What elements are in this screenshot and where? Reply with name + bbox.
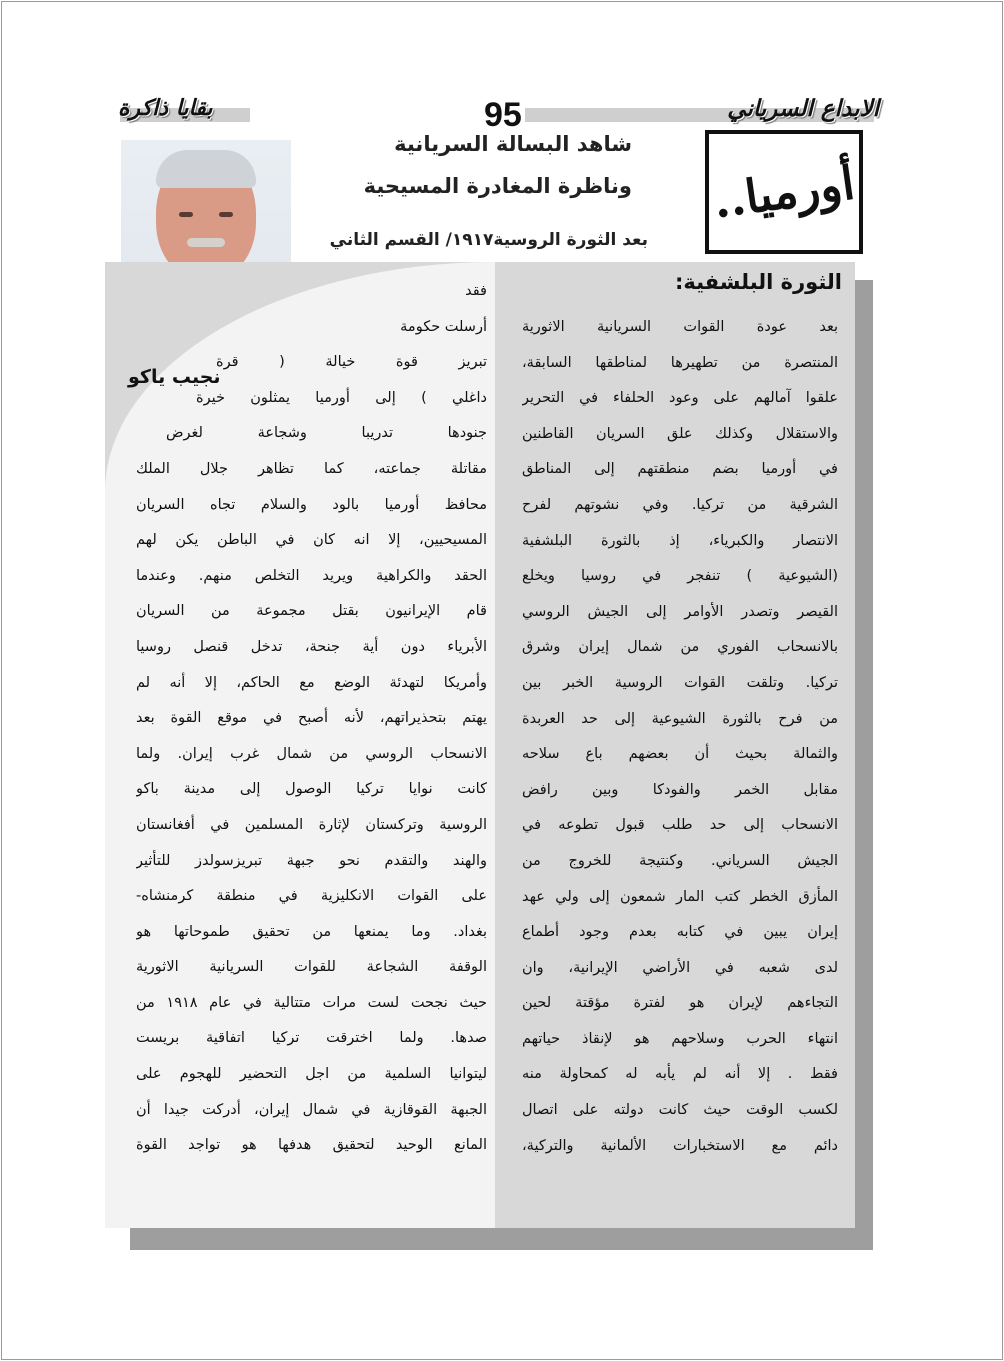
- article-line: فقط . إلا أنه لم يأبه له كمحاولة منه: [522, 1066, 838, 1083]
- photo-eye-left: [179, 212, 193, 217]
- article-line: بعد عودة القوات السريانية الاثورية: [522, 319, 838, 335]
- article-line: الانسحاب إلى حد طلب قبول تطوعه في: [522, 817, 838, 834]
- article-line: علقوا آمالهم على وعود الحلفاء في التحرير: [522, 390, 838, 407]
- article-line: دائم مع الاستخبارات الألمانية والتركية،: [522, 1137, 838, 1154]
- page-number: 95: [484, 96, 522, 134]
- section-title: الثورة البلشفية:: [674, 270, 842, 294]
- article-column-right: [522, 310, 838, 1164]
- title-box: [705, 130, 863, 254]
- article-line: التجاءهم لإيران هو لفترة مؤقتة لحين: [522, 995, 838, 1012]
- article-line: انتهاء الحرب وسلاحهم هو لإنقاذ حياتهم: [522, 1030, 838, 1047]
- article-line: الانسحاب الروسي من شمال غرب إيران. ولما: [136, 745, 487, 762]
- title-box-text: أورميا..: [710, 155, 858, 229]
- photo-eye-right: [219, 212, 233, 217]
- article-line: قام الإيرانيون بقتل مجموعة من السريان: [136, 603, 487, 620]
- article-line: تبريز قوة خيالة ( قرة: [216, 354, 487, 371]
- article-line: والهند والتقدم نحو جبهة تبريزسولدز للتأثير: [136, 852, 487, 869]
- photo-moustache: [187, 238, 225, 247]
- magazine-name: الابداع السرياني: [727, 96, 879, 122]
- article-line: إيران يبين في كتابه بعدم وجود أطماع: [522, 924, 838, 941]
- article-line: الجيش السرياني. وكنتيجة للخروج من: [522, 852, 838, 869]
- article-line: والاستقلال وكذلك علق السريان القاطنين: [522, 425, 838, 442]
- article-line: صدها. ولما اخترقت تركيا اتفاقية بريست: [136, 1030, 487, 1047]
- article-line: حيث نجحت لست مرات متتالية في عام ١٩١٨ من: [136, 994, 487, 1011]
- article-line: مقاتلة جماعته، كما تظاهر جلال الملك: [136, 460, 487, 477]
- article-line: على القوات الانكليزية في منطقة كرمنشاه-: [136, 888, 487, 905]
- article-line: لكسب الوقت حيث كانت دولته على اتصال: [522, 1102, 838, 1119]
- article-line: ليتوانيا السلمية من اجل التحضير للهجوم على: [136, 1066, 487, 1083]
- article-line: المأزق الخطر كتب المار شمعون إلى ولي عهد: [522, 888, 838, 905]
- header-strip-middle: [525, 108, 700, 122]
- article-line: تركيا. وتلقت القوات الروسية الخبر بين: [522, 674, 838, 691]
- article-line: محافظ أورميا بالود والسلام تجاه السريان: [136, 496, 487, 513]
- article-line: لدى شعبه في الأراضي الإيرانية، وان: [522, 959, 838, 976]
- article-line: والثمالة بحيث أن بعضهم باع سلاحه: [522, 746, 838, 763]
- article-line: الانتصار والكبرياء، إذ بالثورة البلشفية: [522, 532, 838, 549]
- article-line: الشرقية من تركيا. وفي نشوتهم لفرح: [522, 496, 838, 513]
- article-line: المسيحيين، إلا انه كان في الباطن يكن لهم: [136, 532, 487, 549]
- article-line: الأبرياء دون أية جنحة، تدخل قنصل روسيا: [136, 638, 487, 655]
- article-line: (الشيوعية ) تنفجر في روسيا ويخلع: [522, 568, 838, 585]
- article-column-left: [136, 274, 487, 1164]
- article-line: فقد: [465, 283, 487, 299]
- article-line: المنتصرة من تطهيرها لمناطقها السابقة،: [522, 354, 838, 371]
- article-line: من فرح بالثورة الشيوعية إلى حد العربدة: [522, 710, 838, 727]
- headline-line-2: وناظرة المغادرة المسيحية: [363, 174, 632, 198]
- article-line: الروسية وتركستان لإثارة المسلمين في أفغانستان: [136, 816, 487, 833]
- headline-line-1: شاهد البسالة السريانية: [394, 132, 632, 156]
- article-line: داغلي ) إلى أورميا يمثلون خيرة: [196, 389, 487, 406]
- article-line: في أورميا بضم منطقتهم إلى المناطق: [522, 461, 838, 478]
- article-line: بالانسحاب الفوري من شمال إيران وشرق: [522, 639, 838, 656]
- article-line: القيصر وتصدر الأوامر إلى الجيش الروسي: [522, 603, 838, 620]
- section-name: بقايا ذاكرة: [118, 96, 213, 121]
- article-line: وأمريكا لتهدئة الوضع مع الحاكم، إلا أنه لم: [136, 674, 487, 691]
- article-line: الجبهة القوقازية في شمال إيران، أدركت جيدا أن: [136, 1101, 487, 1118]
- article-line: مقابل الخمر والفودكا وبين رافض: [522, 781, 838, 798]
- headline-line-3: بعد الثورة الروسية١٩١٧/ القسم الثاني: [329, 230, 648, 250]
- article-line: الحقد والكراهية ويريد التخلص منهم. وعندما: [136, 567, 487, 584]
- author-name: نجيب ياكو: [128, 366, 221, 388]
- article-line: جنودها تدريبا وشجاعة لغرض: [166, 425, 487, 442]
- article-line: بغداد. وما يمنعها من تحقيق طموحاتها هو: [136, 923, 487, 940]
- article-line: المانع الوحيد لتحقيق هدفها هو تواجد القوة: [136, 1137, 487, 1154]
- article-line: الوقفة الشجاعة للقوات السريانية الاثورية: [136, 959, 487, 976]
- photo-hair: [156, 150, 256, 188]
- article-line: أرسلت حكومة: [400, 318, 487, 335]
- article-line: يهتم بتحذيراتهم، لأنه أصبح في موقع القوة بعد: [136, 710, 487, 727]
- article-line: كانت نوايا تركيا الوصول إلى مدينة باكو: [136, 781, 487, 798]
